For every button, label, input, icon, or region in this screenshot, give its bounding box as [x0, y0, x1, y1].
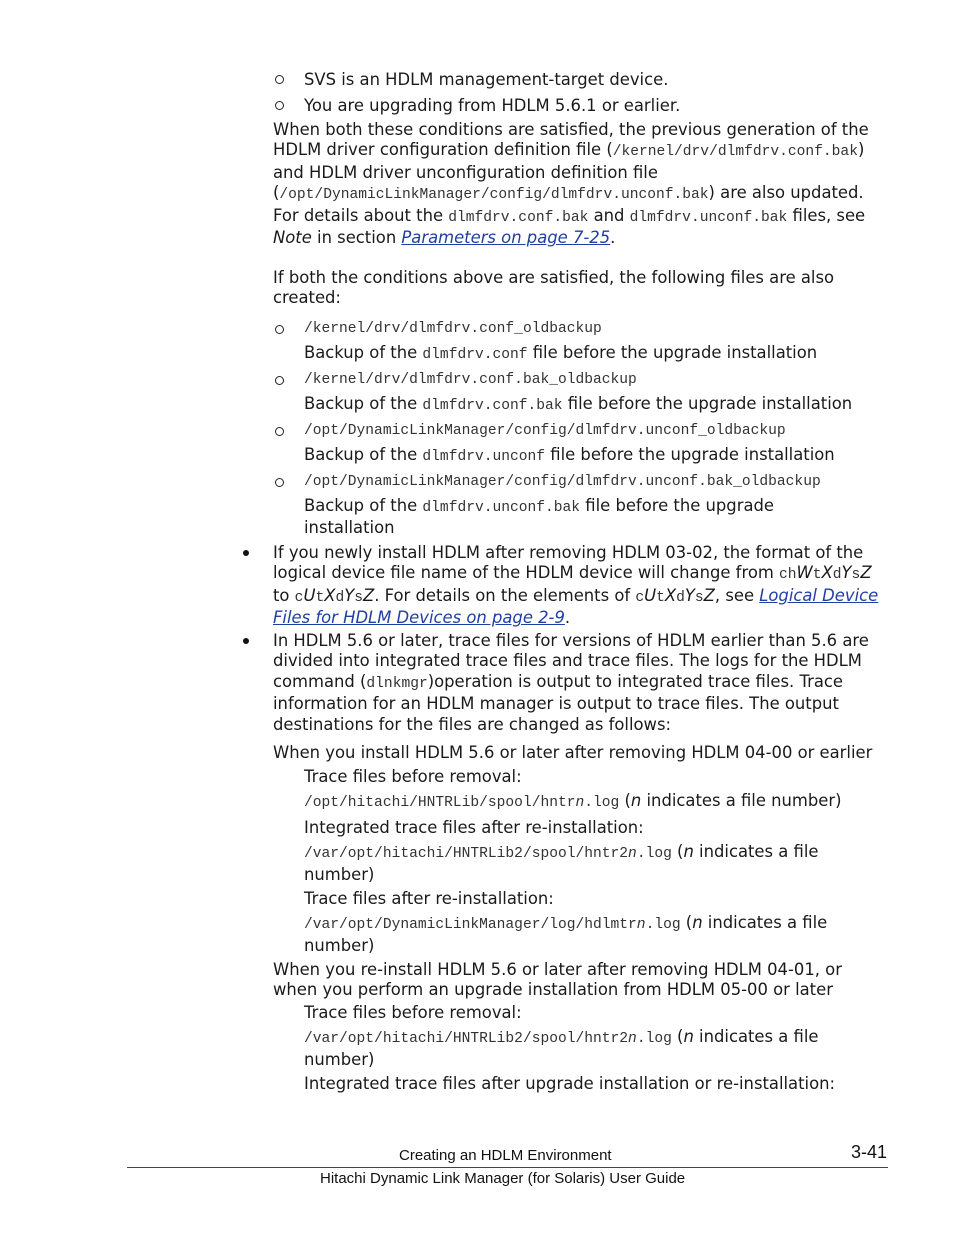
backup-file-item: /opt/DynamicLinkManager/config/dlmfdrv.unconf.bak_oldbackup Backup of the dlmfdrv.unconf.bak file before the upgrade installation — [304, 474, 821, 538]
backup-file-item: /kernel/drv/dlmfdrv.conf_oldbackup Backup of the dlmfdrv.conf file before the upgrade installation — [304, 321, 818, 363]
sub-bullet-icon — [275, 427, 284, 436]
sub-bullet-icon — [275, 325, 284, 334]
backup-file-item: /kernel/drv/dlmfdrv.conf.bak_oldbackup Backup of the dlmfdrv.conf.bak file before the upgrade installation — [304, 372, 853, 414]
trace-label: Integrated trace files after upgrade installation or re-installation: — [304, 1074, 836, 1094]
case1-list — [304, 767, 889, 956]
trace-label: Trace files before removal: — [304, 1003, 522, 1022]
sub-bullet-icon — [275, 376, 284, 385]
trace-label: Integrated trace files after re-installation: — [304, 817, 644, 837]
page-number: 3-41 — [851, 1142, 888, 1162]
condition-2: You are upgrading from HDLM 5.6.1 or earlier. — [304, 96, 681, 115]
trace-files-paragraph: In HDLM 5.6 or later, trace files for versions of HDLM earlier than 5.6 are divided into integrated trace files and trace files. The logs for the HDLM command (dlnkmgr)operation is output to integrated trace files. Trace information for an HDLM manager is output to trace files. The output destinations for the files are changed as follows: — [273, 631, 869, 734]
logical-device-files-link[interactable]: Logical Device Files for HDLM Devices on page 2-9 — [273, 585, 879, 628]
trace-label: Trace files before removal: — [304, 767, 522, 786]
backup-file-item: /opt/DynamicLinkManager/config/dlmfdrv.unconf_oldbackup Backup of the dlmfdrv.unconf file before the upgrade installation — [304, 423, 835, 465]
trace-path: /var/opt/hitachi/HNTRLib2/spool/hntr2n.log (n indicates a file number) — [304, 842, 819, 884]
bullet-icon — [243, 638, 249, 644]
trace-path: /opt/hitachi/HNTRLib/spool/hntrn.log (n indicates a file number) — [304, 791, 842, 812]
sub-bullet-icon — [275, 478, 284, 487]
sub-bullet-icon — [275, 101, 284, 110]
trace-path: /var/opt/DynamicLinkManager/log/hdlmtrn.log (n indicates a file number) — [304, 913, 828, 955]
bullet-icon — [243, 550, 249, 556]
trace-path: /var/opt/hitachi/HNTRLib2/spool/hntr2n.log (n indicates a file number) — [304, 1027, 819, 1069]
parameters-link[interactable]: Parameters on page 7-25 — [401, 228, 611, 248]
update-note-paragraph: When both these conditions are satisfied, the previous generation of the HDLM driver configuration definition file (/kernel/drv/dlmfdrv.conf.bak) and HDLM driver unconfiguration definition file (/opt/DynamicLinkManager/config/dlmfdrv.unconf.bak) are also updated. For details about the dlmfdrv.conf.bak and dlmfdrv.unconf.bak files, see Note in section Parameters on page 7-25. — [273, 120, 869, 248]
device-file-format-paragraph: If you newly install HDLM after removing HDLM 03-02, the format of the logical device file name of the HDLM device will change from chWtXdYsZ to cUtXdYsZ. For details on the elements of cUtXdYsZ, see Logical Device Files for HDLM Devices on page 2-9. — [273, 543, 879, 628]
footer-section-title: Creating an HDLM Environment — [399, 1147, 612, 1164]
case2-list — [304, 1003, 889, 1095]
case2-heading: When you re-install HDLM 5.6 or later after removing HDLM 04-01, or when you perform an upgrade installation from HDLM 05-00 or later — [273, 960, 842, 1000]
created-files-intro: If both the conditions above are satisfied, the following files are also created: — [273, 268, 835, 308]
case1-heading: When you install HDLM 5.6 or later after removing HDLM 04-00 or earlier — [273, 743, 873, 762]
condition-1: SVS is an HDLM management-target device. — [304, 70, 669, 89]
footer-guide-title: Hitachi Dynamic Link Manager (for Solaris) User Guide — [320, 1170, 686, 1187]
sub-bullet-icon — [275, 75, 284, 84]
footer-divider — [127, 1167, 888, 1168]
trace-label: Trace files after re-installation: — [304, 889, 554, 909]
